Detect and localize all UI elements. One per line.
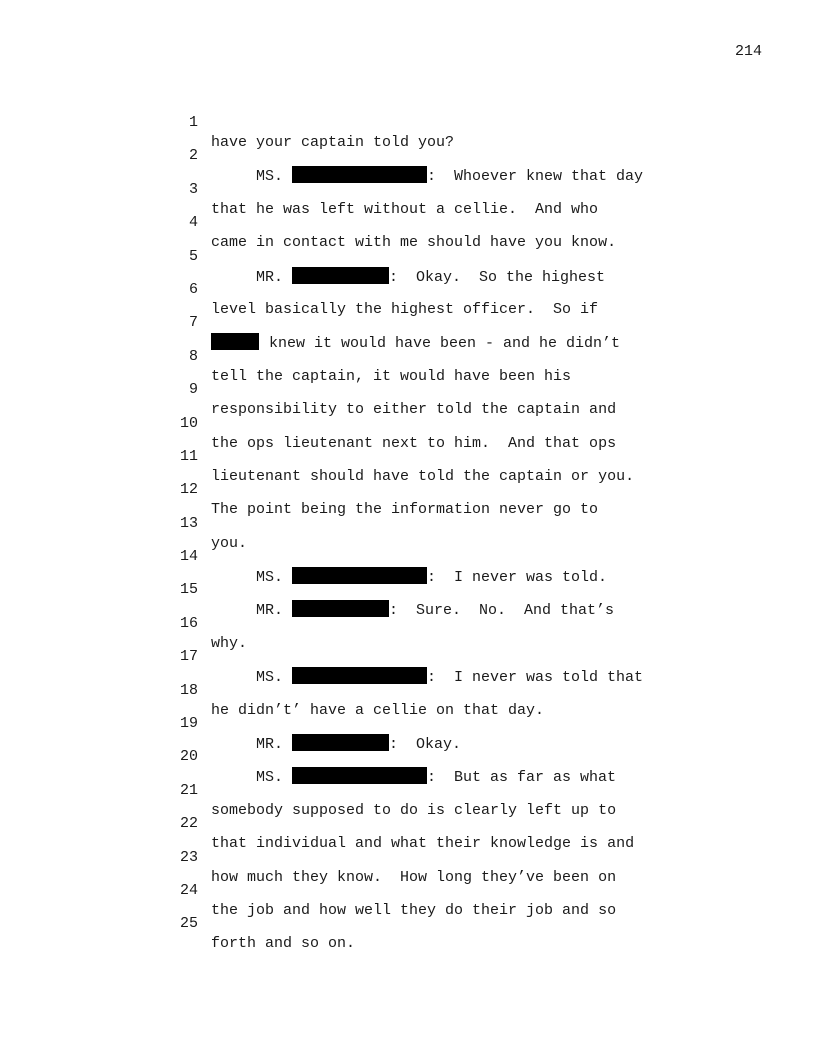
- line-text: the job and how well they do their job and so: [211, 901, 617, 919]
- transcript-line: [0, 661, 816, 719]
- transcript-line: [0, 494, 816, 552]
- transcript-line: [0, 694, 816, 754]
- line-text: forth and so on.: [211, 935, 356, 953]
- line-number: 1: [188, 114, 198, 131]
- line-number: 10: [179, 414, 198, 432]
- line-number: 16: [179, 614, 198, 632]
- line-number: 24: [179, 881, 198, 899]
- line-text: how much they know. How long they’ve been on: [211, 868, 617, 886]
- line-text: he didn’t’ have a cellie on that day.: [211, 701, 545, 719]
- line-number: 25: [179, 915, 198, 933]
- transcript-line: [0, 260, 816, 318]
- transcript-line: [0, 126, 816, 186]
- line-number: 22: [179, 815, 198, 833]
- transcript-line: [0, 727, 816, 787]
- line-text: knew it would have been - and he didn’t: [211, 333, 620, 354]
- transcript-line: [0, 227, 816, 286]
- line-number: 7: [188, 314, 198, 332]
- line-text: why.: [211, 634, 248, 652]
- line-text: responsibility to either told the captain and: [211, 401, 617, 419]
- line-number: 13: [179, 514, 198, 532]
- transcript-line: [0, 327, 816, 385]
- transcript-line: [0, 527, 816, 587]
- line-number: 4: [188, 214, 198, 232]
- line-number: 5: [188, 247, 198, 265]
- line-number: 14: [179, 548, 198, 566]
- line-text: level basically the highest officer. So if: [211, 300, 599, 318]
- line-number: 23: [179, 848, 198, 866]
- transcript-line: [0, 894, 816, 953]
- transcript-line: [0, 193, 816, 252]
- line-number: 17: [179, 648, 198, 666]
- transcript-line: [0, 627, 816, 687]
- line-number: 6: [188, 280, 198, 298]
- line-text: The point being the information never go to: [211, 501, 599, 519]
- transcript-line: [0, 394, 816, 452]
- transcript-line: [0, 427, 816, 485]
- line-text: MS. : I never was told that: [211, 669, 644, 687]
- line-number: 21: [179, 781, 198, 799]
- line-number: 15: [179, 581, 198, 599]
- line-number: 2: [188, 147, 198, 165]
- transcript-line: [0, 594, 816, 652]
- transcript-line: [0, 93, 816, 151]
- line-text: tell the captain, it would have been his: [211, 367, 572, 385]
- transcript-line: [0, 560, 816, 620]
- transcript-line: [0, 293, 816, 353]
- line-text: you.: [211, 534, 248, 552]
- line-number: 12: [179, 481, 198, 499]
- line-number: 11: [179, 447, 198, 465]
- page-number: 214: [734, 43, 762, 60]
- line-text: MR. : Sure. No. And that’s: [211, 602, 615, 620]
- line-number: 20: [179, 748, 198, 766]
- line-text: lieutenant should have told the captain or you.: [211, 467, 635, 485]
- line-number: 9: [188, 381, 198, 399]
- transcript-line: [0, 360, 816, 419]
- transcript-line: [0, 761, 816, 819]
- line-text: MR. : Okay. So the highest: [211, 268, 606, 286]
- line-number: 19: [179, 715, 198, 733]
- line-number: 8: [188, 347, 198, 365]
- line-text: MS. : Whoever knew that day: [211, 168, 644, 186]
- transcript-body: [0, 93, 816, 953]
- transcript-line: [0, 794, 816, 853]
- line-text: MS. : But as far as what: [211, 769, 617, 787]
- transcript-line: [0, 160, 816, 218]
- line-text: MR. : Okay.: [211, 736, 462, 754]
- transcript-line: [0, 861, 816, 919]
- line-text: the ops lieutenant next to him. And that ops: [211, 434, 617, 452]
- line-text: have your captain told you?: [211, 134, 455, 151]
- transcript-line: [0, 828, 816, 886]
- transcript-line: [0, 460, 816, 519]
- line-text: that he was left without a cellie. And who: [211, 200, 599, 218]
- line-number: 18: [179, 681, 198, 699]
- line-text: somebody supposed to do is clearly left up to: [211, 801, 617, 819]
- line-text: came in contact with me should have you know.: [211, 234, 617, 252]
- line-text: MS. : I never was told.: [211, 569, 608, 587]
- line-text: that individual and what their knowledge is and: [211, 835, 635, 853]
- line-number: 3: [188, 180, 198, 198]
